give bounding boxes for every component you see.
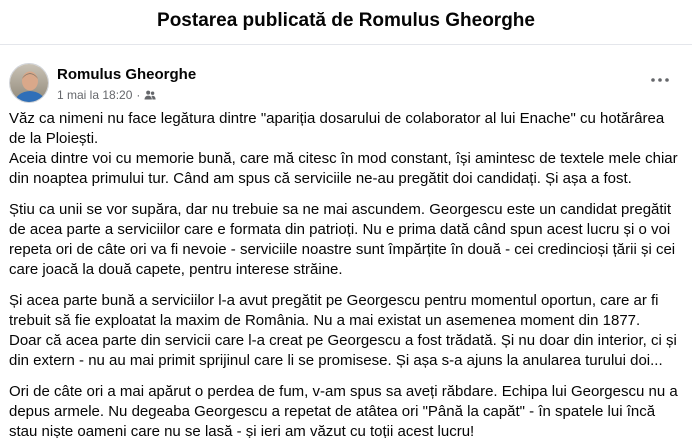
avatar[interactable] [9, 63, 49, 103]
more-options-button[interactable] [648, 70, 672, 90]
post-paragraph: Știu ca unii se vor supăra, dar nu trebuie sa ne mai ascundem. Georgescu este un candidat pregătit de acea parte a serviciilor care e formata din patrioți. Nu e prima dată când spun acest lucru și o voi repeta ori de câte ori va fi nevoie - serviciile noastre sunt împărțite în două - cei credincioși țării și cei care joacă la două capete, pentru interese străine. [9, 201, 676, 278]
post-paragraph: Văz ca nimeni nu face legătura dintre "apariția dosarului de colaborator al lui Enache" cu hotărârea de la Ploiești. Aceia dintre voi cu memorie bună, care mă citesc în mod constant, își amintesc de textele mele chiar din noaptea primului tur. Când am spus că serviciile ne-au pregătit doi candidați. Și așa a fost. [9, 110, 678, 187]
author-name[interactable]: Romulus Gheorghe [57, 66, 197, 83]
meta-separator: · [136, 88, 141, 102]
post-text [9, 109, 685, 438]
post-meta [57, 88, 156, 102]
friends-icon[interactable] [144, 89, 156, 101]
post-paragraph: Și acea parte bună a serviciilor l-a avut pregătit pe Georgescu pentru momentul oportun, care ar fi trebuit să fie exploatat la maxim de România. Nu a mai existat un asemenea moment din 1877. Doar că acea parte din servicii care l-a creat pe Georgescu a fost trădată. Și nu doar din interior, ci și din extern - nu au mai primit sprijinul care li se promisese. Și așa s-a ajuns la anularea turului doi... [9, 292, 677, 369]
avatar-image [10, 64, 49, 103]
post-paragraph: Ori de câte ori a mai apărut o perdea de fum, v-am spus sa aveți răbdare. Echipa lui Georgescu nu a depus armele. Nu degeaba Georgescu a repetat de atâtea ori "Până la capăt" - în spatele lui încă stau niște oameni care nu se lasă - și ieri am văzut cu toții acest lucru! [9, 383, 678, 438]
post-timestamp[interactable]: 1 mai la 18:20 [57, 88, 133, 102]
dialog-title: Postarea publicată de Romulus Gheorghe [157, 10, 535, 31]
post-header [9, 62, 680, 106]
more-options-icon [651, 78, 669, 82]
dialog-header [0, 0, 692, 45]
